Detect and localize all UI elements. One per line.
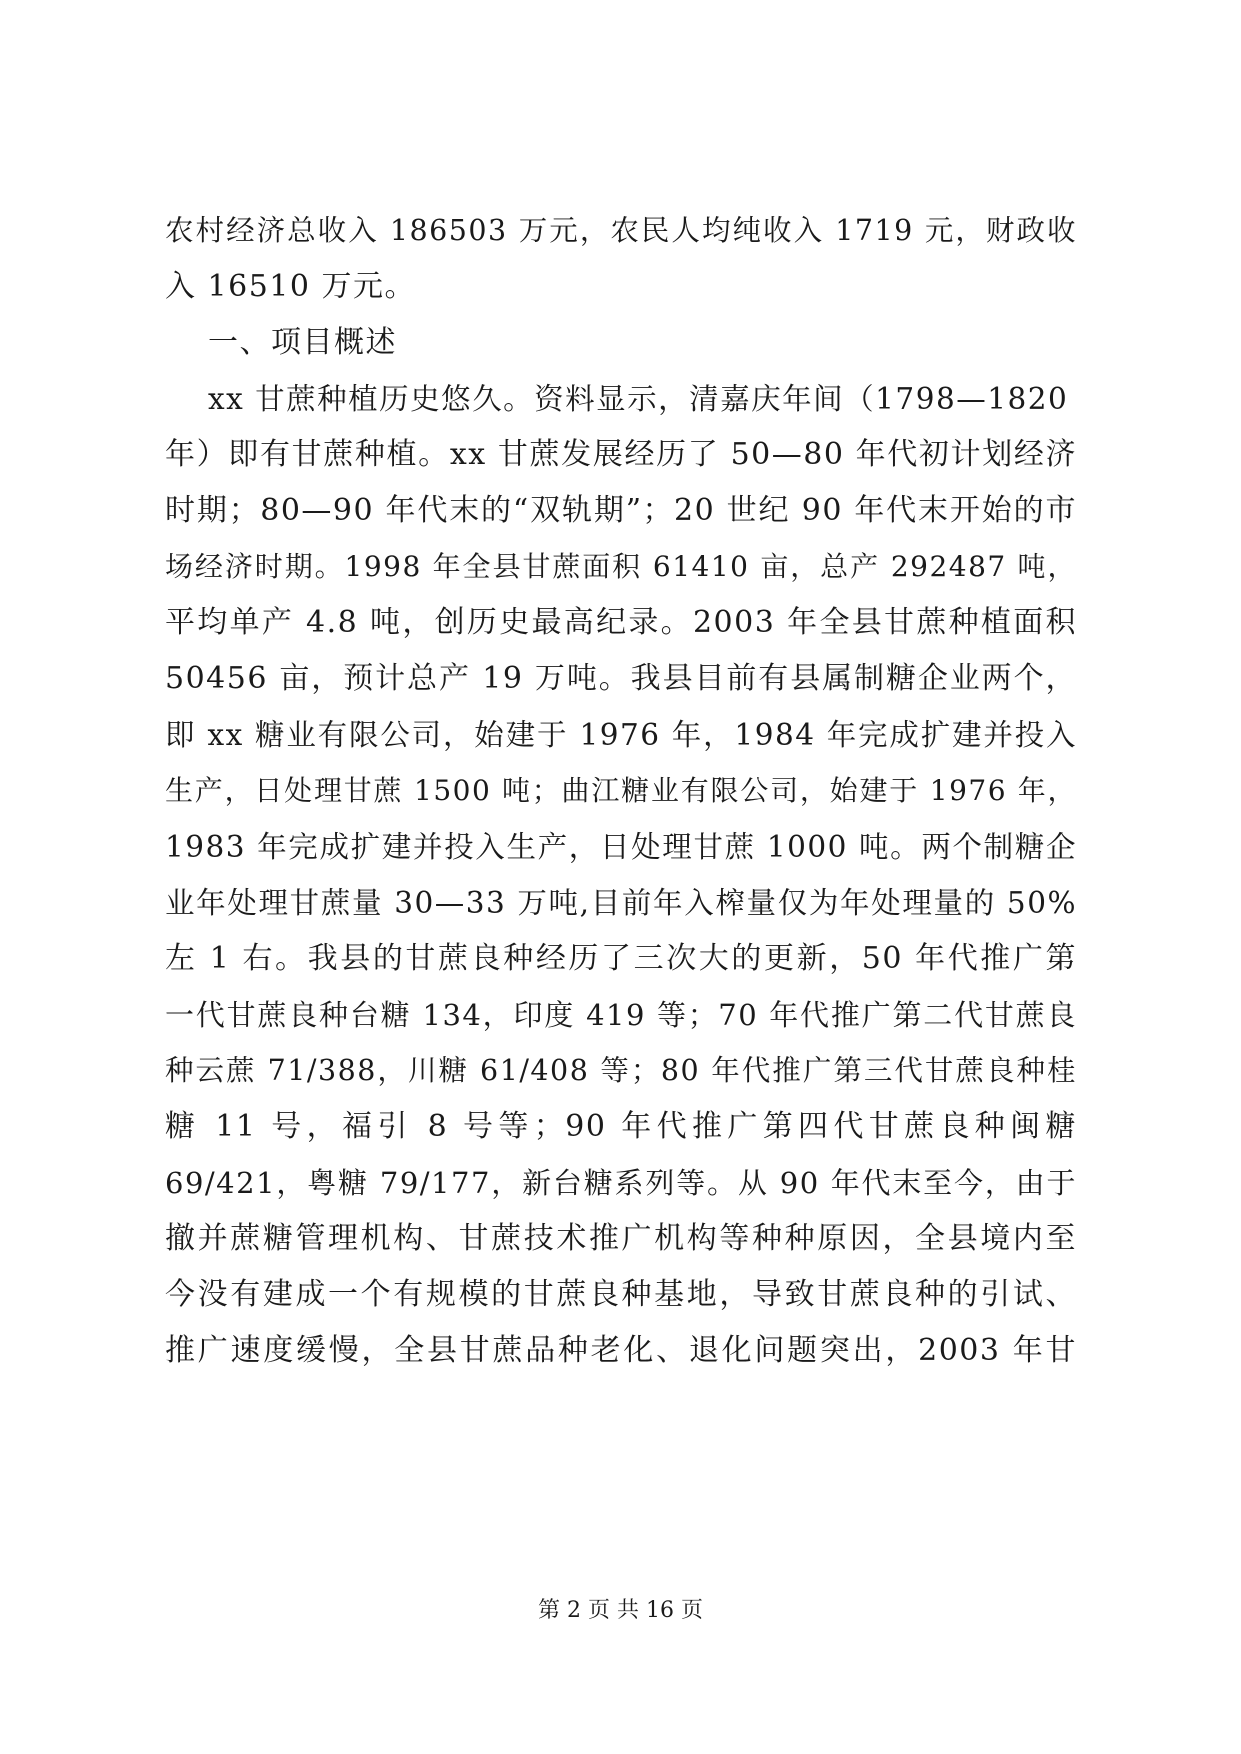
body-text-line: 69/421，粤糖 79/177，新台糖系列等。从 90 年代末至今，由于	[165, 1166, 1077, 1200]
body-text-line: 即 xx 糖业有限公司，始建于 1976 年，1984 年完成扩建并投入	[165, 718, 1077, 752]
body-text-line: 平均单产 4.8 吨，创历史最高纪录。2003 年全县甘蔗种植面积	[165, 605, 1077, 640]
body-text-line: 业年处理甘蔗量 30—33 万吨,目前年入榨量仅为年处理量的 50%	[165, 886, 1077, 920]
body-text-line: 今没有建成一个有规模的甘蔗良种基地，导致甘蔗良种的引试、	[165, 1277, 1077, 1312]
body-text-line: 时期；80—90 年代末的“双轨期”；20 世纪 90 年代末开始的市	[165, 493, 1077, 528]
body-text-line: 一代甘蔗良种台糖 134，印度 419 等；70 年代推广第二代甘蔗良	[165, 998, 1077, 1032]
body-text-line: 糖 11 号，福引 8 号等；90 年代推广第四代甘蔗良种闽糖	[165, 1109, 1077, 1144]
body-text-line: 撤并蔗糖管理机构、甘蔗技术推广机构等种种原因，全县境内至	[165, 1221, 1077, 1256]
body-text-line: 种云蔗 71/388，川糖 61/408 等；80 年代推广第三代甘蔗良种桂	[165, 1054, 1077, 1087]
body-text-line: 1983 年完成扩建并投入生产，日处理甘蔗 1000 吨。两个制糖企	[165, 830, 1077, 864]
body-text-line: 生产，日处理甘蔗 1500 吨；曲江糖业有限公司，始建于 1976 年，	[165, 774, 1077, 807]
body-text-line: 入 16510 万元。	[165, 269, 417, 304]
body-text-line: 场经济时期。1998 年全县甘蔗面积 61410 亩，总产 292487 吨，	[165, 550, 1077, 583]
body-text-line: 推广速度缓慢，全县甘蔗品种老化、退化问题突出，2003 年甘	[165, 1333, 1077, 1368]
body-text-line: xx 甘蔗种植历史悠久。资料显示，清嘉庆年间（1798—1820	[208, 382, 1069, 416]
body-text-line: 左 1 右。我县的甘蔗良种经历了三次大的更新，50 年代推广第	[165, 941, 1077, 976]
body-text-line: 年）即有甘蔗种植。xx 甘蔗发展经历了 50—80 年代初计划经济	[165, 437, 1077, 472]
section-heading: 一、项目概述	[208, 325, 397, 360]
body-text-line: 50456 亩，预计总产 19 万吨。我县目前有县属制糖企业两个，	[165, 661, 1077, 696]
body-text-line: 农村经济总收入 186503 万元，农民人均纯收入 1719 元，财政收	[165, 214, 1077, 247]
page-number-footer: 第 2 页 共 16 页	[538, 1598, 703, 1623]
